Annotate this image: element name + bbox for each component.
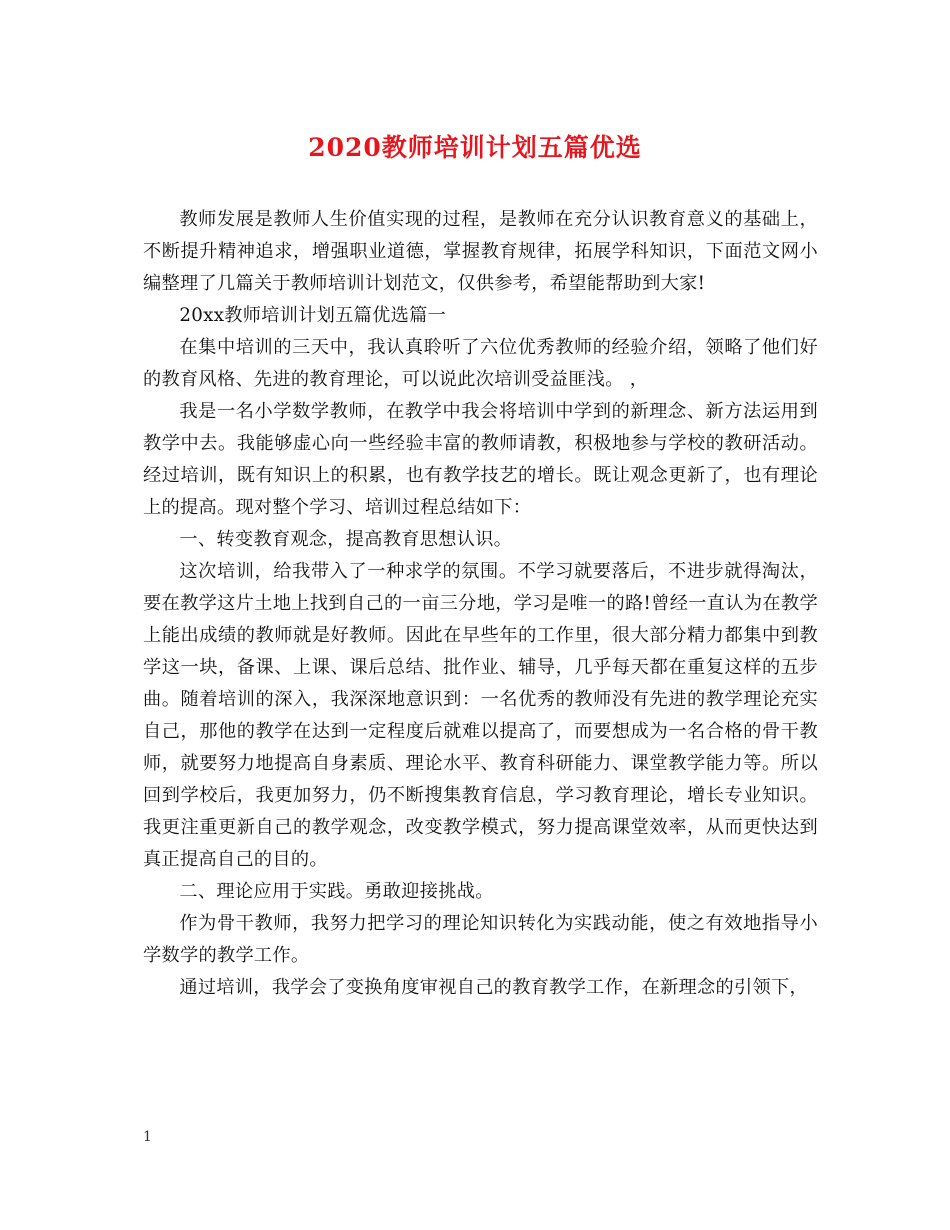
paragraph-heading-2: 二、理论应用于实践。勇敢迎接挑战。 (179, 881, 494, 902)
paragraph: 我是一名小学数学教师，在教学中我会将培训中学到的新理念、新方法运用到教学中去。我能够虚心向一些经验丰富的教师请教，积极地参与学校的教研活动。经过培训，既有知识上的积累，也有教学技艺的增长。既让观念更新了，也有理论上的提高。现对整个学习、培训过程总结如下： (143, 401, 818, 518)
paragraph: 通过培训，我学会了变换角度审视自己的教育教学工作，在新理念的引领下， (179, 977, 808, 998)
paragraph: 这次培训，给我带入了一种求学的氛围。不学习就要落后，不进步就得淘汰，要在教学这片土地上找到自己的一亩三分地，学习是唯一的路!曾经一直认为在教学上能出成绩的教师就是好教师。因此在早些年的工作里，很大部分精力都集中到教学这一块，备课、上课、课后总结、批作业、辅导，几乎每天都在重复这样的五步曲。随着培训的深入，我深深地意识到：一名优秀的教师没有先进的教学理论充实自己，那他的教学在达到一定程度后就难以提高了，而要想成为一名合格的骨干教师，就要努力地提高自身素质、理论水平、教育科研能力、课堂教学能力等。所以回到学校后，我更加努力，仍不断搜集教育信息，学习教育理论，增长专业知识。 我更注重更新自己的教学观念，改变教学模式，努力提高课堂效率，从而更快达到真正提高自己的目的。 (143, 561, 818, 870)
paragraph: 在集中培训的三天中，我认真聆听了六位优秀教师的经验介绍，领略了他们好的教育风格、先进的教育理论，可以说此次培训受益匪浅。 ， (143, 337, 818, 390)
page-number: 1 (143, 1129, 152, 1145)
paragraph: 作为骨干教师，我努力把学习的理论知识转化为实践动能，使之有效地指导小学数学的教学工作。 (143, 913, 818, 966)
paragraph-intro: 教师发展是教师人生价值实现的过程，是教师在充分认识教育意义的基础上，不断提升精神追求，增强职业道德，掌握教育规律，拓展学科知识，下面范文网小编整理了几篇关于教师培训计划范文，仅供参考，希望能帮助到大家! (143, 209, 818, 294)
document-body (143, 204, 818, 1004)
paragraph-heading-1: 一、转变教育观念，提高教育思想认识。 (179, 529, 513, 550)
document-title: 2020教师培训计划五篇优选 (308, 133, 642, 162)
paragraph-section-heading: 20xx教师培训计划五篇优选篇一 (179, 305, 447, 326)
